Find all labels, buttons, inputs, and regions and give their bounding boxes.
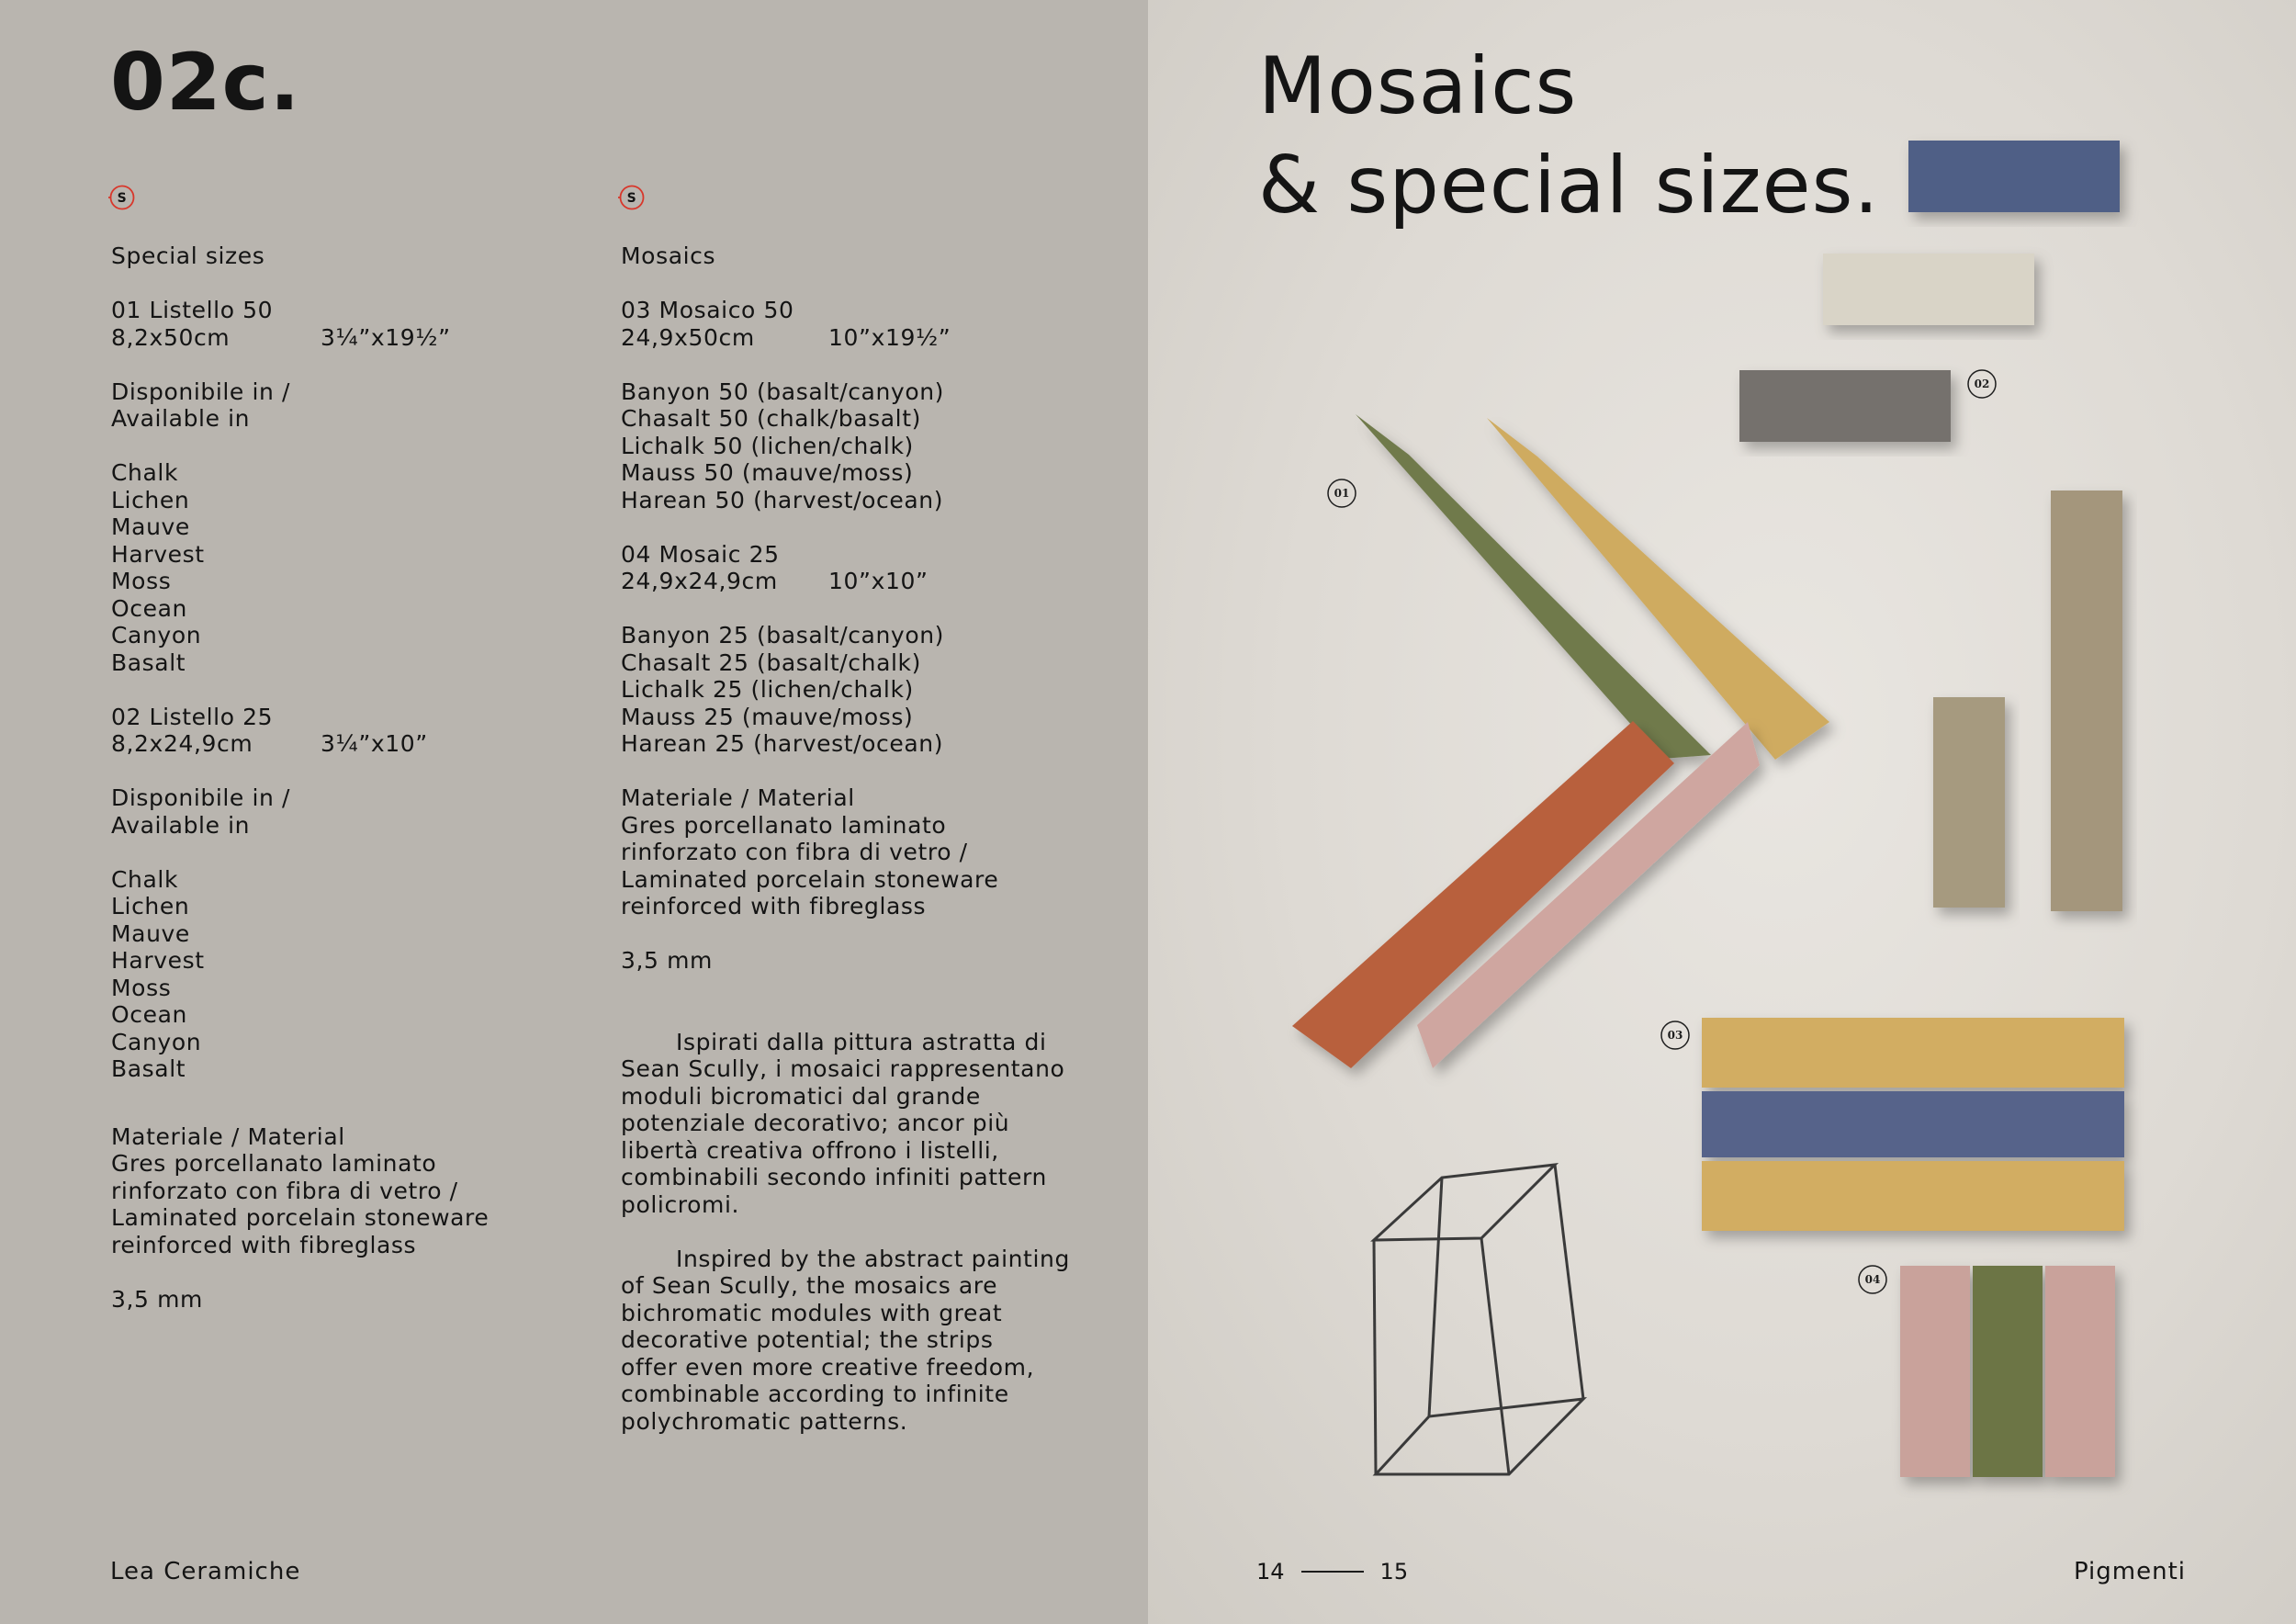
color-item: Moss [111,974,172,1001]
material-line: Gres porcellanato laminato [111,1150,437,1177]
page-headline [1258,37,1880,235]
color-item: Mauve [111,919,190,947]
callout-02-label: 02 [1974,378,1990,390]
page-numbers [1256,1559,1408,1585]
listello-50-spec [111,297,589,351]
special-sizes-column [111,184,589,1340]
mosaic-25-name: 04 Mosaic 25 [621,540,780,568]
material-line: rinforzato con fibra di vetro / [111,1177,458,1204]
chalk-strip [1823,254,2034,325]
listello-25-imperial: 3¼”x10” [321,730,428,757]
mosaic-variant: Harean 50 (harvest/ocean) [621,486,944,513]
material-line: reinforced with fibreglass [621,893,927,919]
availability-label-1 [111,378,589,433]
page-number-right: 15 [1379,1559,1409,1585]
svg-text:S: S [626,191,637,206]
mosaic-variant: Mauss 50 (mauve/moss) [621,459,914,486]
moss-strip-short [1933,697,2005,908]
collection-footer: Pigmenti [2073,1558,2186,1585]
svg-text:S: S [117,191,128,206]
material-spec-2 [621,784,1098,920]
color-item: Basalt [111,1055,186,1082]
availability-line: Available in [111,405,251,432]
thickness-2: 3,5 mm [621,947,714,974]
mosaic-25-list [621,622,1098,758]
callout-04-icon [1859,1266,1886,1293]
paragraph-line: of Sean Scully, the mosaics are [621,1272,998,1299]
mosaic-variant: Chasalt 50 (chalk/basalt) [621,405,921,432]
callout-01-icon [1328,479,1356,507]
s-circle-icon [618,184,646,211]
material-line: reinforced with fibreglass [111,1231,417,1258]
listello-25-name: 02 Listello 25 [111,703,274,730]
color-item: Basalt [111,648,186,676]
availability-label-2 [111,784,589,839]
wire-cube [1374,1165,1583,1474]
paragraph-line: Sean Scully, i mosaici rappresentano [621,1055,1065,1082]
color-list-2 [111,866,589,1083]
mosaics-heading: Mosaics [621,242,716,269]
paragraph-line: decorative potential; the strips [621,1326,994,1353]
color-item: Moss [111,568,172,594]
listello-50-name: 01 Listello 50 [111,297,274,323]
color-item: Lichen [111,893,190,919]
mosaic-25-spec [621,541,1098,595]
callout-03-icon [1661,1021,1689,1049]
headline-line-2: & special sizes. [1258,140,1880,231]
mosaico-50-name: 03 Mosaico 50 [621,297,794,323]
availability-line: Disponibile in / [111,784,291,811]
headline-line-1: Mosaics [1258,40,1578,132]
availability-line: Disponibile in / [111,378,291,405]
mosaico-50-spec [621,297,1098,351]
color-item: Ocean [111,1001,187,1028]
color-list-1 [111,459,589,676]
color-item: Canyon [111,622,202,648]
callout-04-label: 04 [1864,1273,1881,1286]
moss-strip-tall [2051,491,2122,911]
callout-02-icon [1968,370,1996,398]
mosaic-variant: Harean 25 (harvest/ocean) [621,730,944,757]
color-item: Harvest [111,540,205,568]
material-line: Materiale / Material [621,784,855,811]
mosaic-50-list [621,378,1098,514]
material-line: Gres porcellanato laminato [621,811,947,839]
mosaic-variant: Mauss 25 (mauve/moss) [621,703,914,730]
thickness-1: 3,5 mm [111,1285,204,1313]
s-circle-icon [108,184,136,211]
mosaics-column [621,184,1098,1462]
color-item: Lichen [111,486,190,513]
paragraph-line: combinable according to infinite [621,1381,1009,1407]
listello-50-imperial: 3¼”x19½” [321,323,451,351]
paragraph-line: libertà creativa offrono i listelli, [621,1136,999,1164]
color-item: Mauve [111,513,190,540]
paragraph-line: Ispirati dalla pittura astratta di [676,1028,1047,1055]
material-line: Laminated porcelain stoneware [621,865,999,893]
mosaico-50-imperial: 10”x19½” [828,323,951,351]
color-item: Harvest [111,947,205,974]
product-photo [1148,0,2296,1624]
mosaic-25-tile [1900,1266,2115,1477]
brand-footer: Lea Ceramiche [110,1558,301,1585]
mosaic-variant: Banyon 25 (basalt/canyon) [621,622,945,648]
ocean-strip [1908,141,2120,212]
paragraph-line: policromi. [621,1190,740,1218]
mosaico-50-metric: 24,9x50cm [621,323,755,351]
paragraph-line: polychromatic patterns. [621,1407,908,1435]
availability-line: Available in [111,811,251,839]
mosaic-25-metric: 24,9x24,9cm [621,568,778,594]
page-number-divider [1301,1571,1364,1573]
color-item: Canyon [111,1028,202,1055]
paragraph-line: bichromatic modules with great [621,1299,1003,1326]
callout-03-label: 03 [1667,1029,1683,1042]
mosaic-variant: Chasalt 25 (basalt/chalk) [621,648,921,676]
mosaic-variant: Lichalk 50 (lichen/chalk) [621,432,914,459]
mosaic-25-imperial: 10”x10” [828,568,929,594]
mosaic-variant: Banyon 50 (basalt/canyon) [621,378,945,405]
paragraph-line: combinabili secondo infiniti pattern [621,1164,1047,1190]
listello-50-metric: 8,2x50cm [111,323,231,351]
color-item: Ocean [111,594,187,622]
callout-01-label: 01 [1334,487,1350,500]
listello-25-spec [111,704,589,758]
color-item: Chalk [111,865,179,893]
paragraph-line: moduli bicromatici dal grande [621,1082,981,1110]
material-line: Materiale / Material [111,1122,345,1150]
right-page [1148,0,2296,1624]
italian-paragraph [621,1029,1098,1219]
english-paragraph [621,1246,1098,1436]
page-number-left: 14 [1256,1559,1285,1585]
material-line: Laminated porcelain stoneware [111,1204,490,1231]
paragraph-line: potenziale decorativo; ancor più [621,1110,1010,1136]
material-spec-1 [111,1123,589,1259]
mosaic-variant: Lichalk 25 (lichen/chalk) [621,676,914,703]
color-item: Chalk [111,459,179,486]
listello-25-metric: 8,2x24,9cm [111,730,253,757]
mosaico-50-tile [1702,1018,2124,1231]
section-number: 02c. [110,37,301,129]
special-sizes-heading: Special sizes [111,242,265,269]
basalt-strip [1739,370,1951,442]
paragraph-line: offer even more creative freedom, [621,1353,1035,1381]
material-line: rinforzato con fibra di vetro / [621,839,968,865]
paragraph-line: Inspired by the abstract painting [676,1245,1070,1272]
